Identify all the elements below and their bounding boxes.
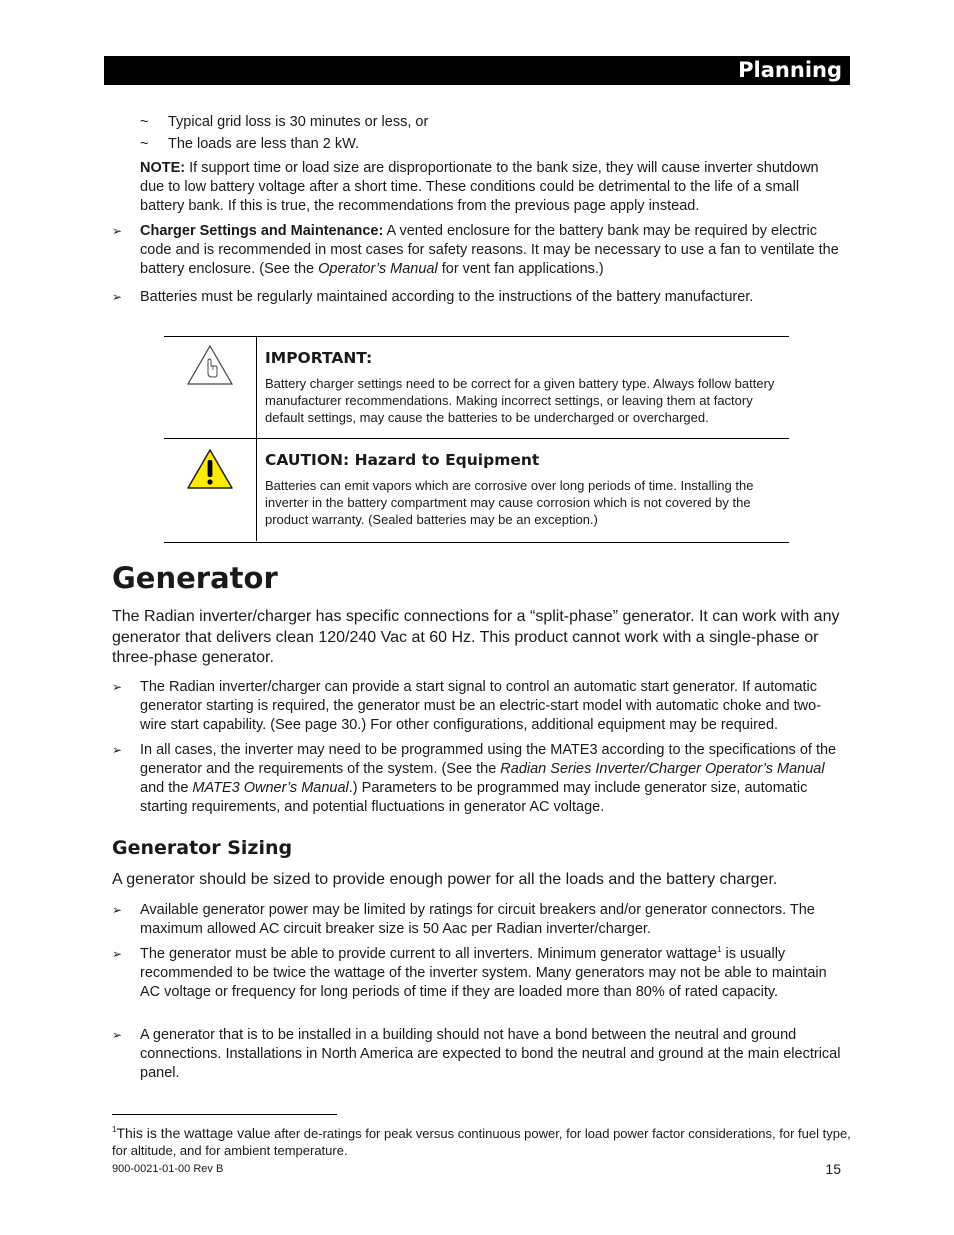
list-item-text: The loads are less than 2 kW. (168, 136, 360, 152)
footnote (112, 1125, 852, 1159)
note-text: If support time or load size are disproportionate to the bank size, they will cause inverter shutdown due to low battery voltage after a short time. These conditions could be detrimental to the life of a small battery bank. If this is true, the recommendations from the previous page apply instead. (140, 160, 819, 214)
bullet-text: A generator that is to be installed in a building should not have a bond between the neutral and ground connections. Installations in North America are expected to bond the neutral and ground at the main electrical panel. (140, 1027, 841, 1081)
manual-reference: Radian Series Inverter/Charger Operator’s Manual (500, 761, 825, 777)
caution-heading: CAUTION: Hazard to Equipment (265, 451, 540, 469)
sizing-intro: A generator should be sized to provide enough power for all the loads and the battery charger. (112, 871, 778, 888)
generator-intro: The Radian inverter/charger has specific connections for a “split-phase” generator. It can work with any generator that delivers clean 120/240 Vac at 60 Hz. This product cannot work with a single-phase or three-phase generator. (112, 608, 840, 666)
bullet-item (112, 901, 842, 939)
notice-table (164, 336, 789, 543)
bullet-text: and the (140, 780, 193, 796)
footnote-reference[interactable]: 1 (717, 945, 722, 954)
arrow-bullet-icon: ➢ (112, 947, 123, 961)
tilde-marker: ~ (140, 136, 149, 152)
important-body: Battery charger settings need to be correct for a given battery type. Always follow battery manufacturer recommendations. Making incorrect settings, or leaving them at factory default settings, may cause the batteries to be undercharged or overcharged. (265, 376, 775, 425)
bullet-text: Batteries must be regularly maintained according to the instructions of the battery manufacturer. (140, 289, 754, 305)
arrow-bullet-icon: ➢ (112, 1028, 123, 1042)
bullet-text: The generator must be able to provide current to all inverters. Minimum generator wattage (140, 946, 718, 962)
header-bar (104, 56, 850, 85)
tilde-marker: ~ (140, 114, 149, 130)
arrow-bullet-icon: ➢ (112, 290, 123, 304)
bullet-item (112, 678, 842, 735)
manual-reference: MATE3 Owner’s Manual (192, 780, 349, 796)
caution-notice (164, 439, 789, 541)
hand-pointing-icon (186, 343, 234, 387)
subsection-heading: Generator Sizing (112, 837, 293, 859)
important-heading: IMPORTANT: (265, 349, 373, 367)
bullet-item (112, 741, 842, 817)
bullet-text: for vent fan applications.) (437, 261, 604, 277)
note-paragraph (140, 159, 840, 216)
bullet-item (112, 945, 842, 1002)
bullet-text: The Radian inverter/charger can provide a start signal to control an automatic start generator. If automatic generator starting is required, the generator must be an electric-start model with automatic choke and two-wire start capability. (See page 30.) For other configurations, additional equipment may be required. (140, 679, 822, 733)
arrow-bullet-icon: ➢ (112, 743, 123, 757)
document-number: 900-0021-01-00 Rev B (112, 1163, 224, 1175)
list-item-text: Typical grid loss is 30 minutes or less, or (168, 114, 429, 130)
note-label: NOTE: (140, 160, 186, 176)
important-notice (164, 337, 789, 439)
bullet-text: Available generator power may be limited by ratings for circuit breakers and/or generator connectors. The maximum allowed AC circuit breaker size is 50 Aac per Radian inverter/charger. (140, 902, 815, 937)
bullet-text: In all cases, the inverter may need to be programmed using the MATE3 according to the specifications of the generator and the requirements of the system. (See the (140, 742, 837, 777)
bullet-text: .) Parameters to be programmed may include generator size, automatic starting requirements, and potential fluctuations in generator AC voltage. (140, 780, 808, 815)
bullet-text: A vented enclosure for the battery bank may be required by electric code and is recommended in most cases for safety reasons. It may be necessary to use a fan to ventilate the battery enclosure. (See the (140, 223, 839, 277)
footnote-number: 1 (112, 1125, 117, 1134)
footnote-text: after de-ratings for peak versus continuous power, for load power factor considerations, for fuel type, for altitude, and for ambient temperature. (112, 1126, 851, 1158)
notice-icon-cell (164, 439, 257, 541)
manual-reference: Operator’s Manual (318, 261, 438, 277)
footnote-lead: This is the wattage value (116, 1125, 271, 1141)
page-number: 15 (825, 1161, 841, 1177)
section-heading: Generator (112, 561, 278, 595)
arrow-bullet-icon: ➢ (112, 224, 123, 238)
arrow-bullet-icon: ➢ (112, 680, 123, 694)
warning-triangle-icon (186, 447, 234, 491)
arrow-bullet-icon: ➢ (112, 903, 123, 917)
notice-icon-cell (164, 337, 257, 438)
bullet-item (112, 222, 842, 279)
bullet-text: is usually recommended to be twice the wattage of the inverter system. Many generators may not be able to maintain AC voltage or frequency for long periods of time if they are loaded more than 80% of rated capacity. (140, 946, 827, 1000)
footnote-divider (112, 1114, 337, 1115)
bullet-item (112, 1026, 842, 1083)
bullet-label: Charger Settings and Maintenance: (140, 223, 384, 239)
bullet-item (112, 288, 842, 307)
page-section-title: Planning (738, 58, 842, 82)
caution-body: Batteries can emit vapors which are corrosive over long periods of time. Installing the inverter in the battery compartment may cause corrosion which is not covered by the product warranty. (Sealed batteries may be an exception.) (265, 478, 754, 527)
